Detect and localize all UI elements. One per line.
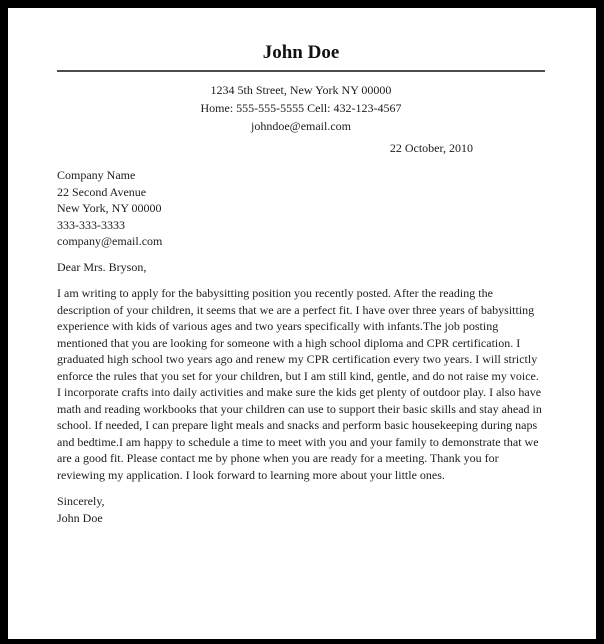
recipient-phone: 333-333-3333 (57, 217, 125, 232)
body-paragraph: I am writing to apply for the babysitting position you recently posted. After the reading the description of your children, it seems that we are a perfect fit. I have over three years of babysitting experience with kids of various ages and two years specifically with infants.The job posting mentioned that you are looking for someone with a high school diploma and CPR certification. I graduated high school two years ago and renew my CPR certification every two years. I will strictly enforce the rules that you set for your children, but I am still kind, gentle, and do not raise my voice. I incorporate crafts into daily activities and make sure the kids get plenty of outdoor play. I also have math and reading workbooks that your children can use to support their basic skills and stay ahead in school. If needed, I can prepare light meals and snacks and perform basic housekeeping during naps and bedtime.I am happy to schedule a time to meet with you and your family to demonstrate that we are a good fit. Please contact me by phone when you are ready for a meeting. Thank you for reviewing my application. I look forward to learning more about your little ones. (57, 286, 542, 482)
sender-phones: Home: 555-555-5555 Cell: 432-123-4567 (200, 101, 402, 115)
closing-phrase: Sincerely, (57, 494, 105, 508)
sender-email: johndoe@email.com (250, 119, 352, 133)
sender-name-heading: John Doe (262, 42, 340, 63)
recipient-email: company@email.com (57, 234, 163, 248)
letter-content (8, 8, 596, 639)
recipient-city: New York, NY 00000 (57, 201, 162, 215)
sender-contact-block (57, 81, 545, 135)
sender-address: 1234 5th Street, New York NY 00000 (210, 83, 392, 97)
letter-date: 22 October, 2010 (389, 141, 473, 155)
salutation: Dear Mrs. Bryson, (57, 259, 147, 274)
recipient-street: 22 Second Avenue (57, 184, 147, 199)
signature-name: John Doe (57, 510, 103, 525)
closing-block (57, 493, 545, 526)
recipient-block (57, 167, 545, 250)
header-divider (57, 70, 545, 72)
recipient-company: Company Name (57, 168, 136, 182)
